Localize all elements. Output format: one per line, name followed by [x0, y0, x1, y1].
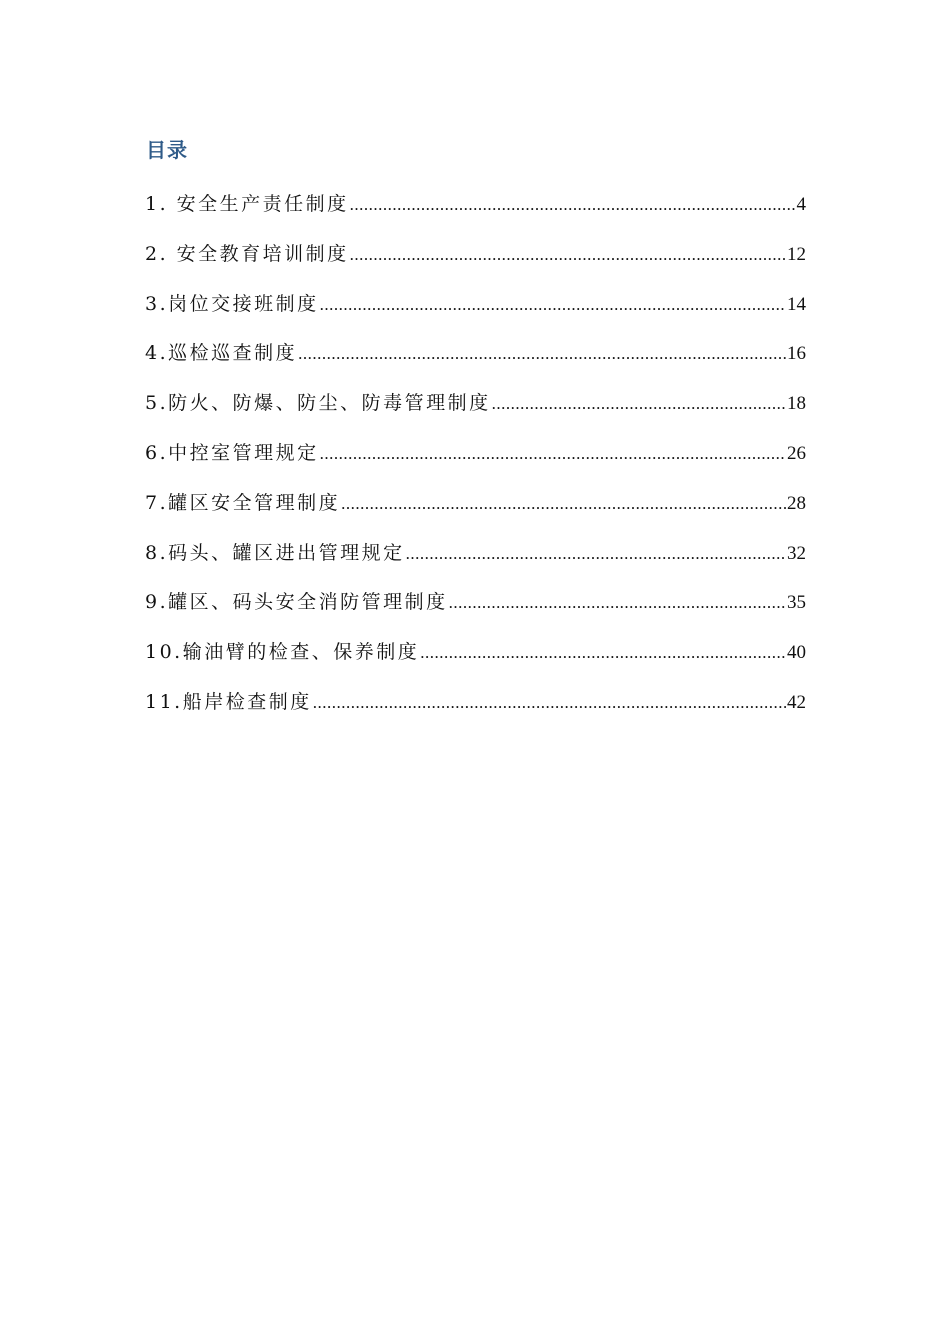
- toc-dot-leader: [320, 437, 786, 471]
- toc-entry-title: 7.罐区安全管理制度: [145, 491, 341, 514]
- toc-entry-title: 5.防火、防爆、防尘、防毒管理制度: [145, 392, 491, 415]
- toc-dot-leader: [320, 288, 786, 322]
- toc-entry[interactable]: [145, 635, 806, 685]
- toc-entry[interactable]: [145, 287, 806, 337]
- toc-entry-title: 11.船岸检查制度: [145, 690, 312, 713]
- toc-entry-page: 18: [787, 393, 806, 415]
- toc-dot-leader: [492, 387, 786, 421]
- toc-heading: 目录: [146, 138, 188, 162]
- toc-entry-title: 2. 安全教育培训制度: [145, 242, 349, 265]
- toc-list: [145, 187, 806, 735]
- toc-entry[interactable]: [145, 336, 806, 386]
- toc-dot-leader: [298, 337, 786, 371]
- toc-entry-page: 32: [787, 542, 806, 564]
- toc-dot-leader: [313, 686, 786, 720]
- toc-entry[interactable]: [145, 585, 806, 635]
- toc-dot-leader: [350, 238, 786, 272]
- toc-entry-title: 4.巡检巡查制度: [145, 342, 298, 365]
- toc-entry[interactable]: [145, 386, 806, 436]
- toc-entry-title: 8.码头、罐区进出管理规定: [145, 541, 405, 564]
- toc-entry[interactable]: [145, 187, 806, 237]
- toc-entry[interactable]: [145, 436, 806, 486]
- toc-entry-page: 14: [787, 293, 806, 315]
- toc-entry-title: 1. 安全生产责任制度: [145, 193, 349, 215]
- toc-entry-page: 42: [787, 691, 806, 713]
- toc-entry-page: 16: [787, 343, 806, 365]
- toc-entry-title: 6.中控室管理规定: [145, 441, 319, 464]
- toc-entry-page: 40: [787, 642, 806, 664]
- toc-entry[interactable]: [145, 536, 806, 586]
- toc-entry-title: 3.岗位交接班制度: [145, 292, 319, 315]
- toc-entry[interactable]: [145, 685, 806, 735]
- toc-entry-page: 12: [787, 243, 806, 265]
- toc-entry-page: 26: [787, 442, 806, 464]
- toc-entry-title: 10.输油臂的检查、保养制度: [145, 641, 420, 664]
- toc-entry-title: 9.罐区、码头安全消防管理制度: [145, 591, 448, 614]
- toc-entry[interactable]: [145, 237, 806, 287]
- toc-dot-leader: [420, 636, 786, 670]
- toc-entry-page: 28: [787, 492, 806, 514]
- toc-dot-leader: [449, 586, 786, 620]
- toc-entry[interactable]: [145, 486, 806, 536]
- toc-dot-leader: [406, 537, 786, 571]
- toc-entry-page: 4: [796, 194, 806, 215]
- toc-dot-leader: [350, 188, 796, 222]
- toc-entry-page: 35: [787, 592, 806, 614]
- toc-dot-leader: [341, 487, 786, 521]
